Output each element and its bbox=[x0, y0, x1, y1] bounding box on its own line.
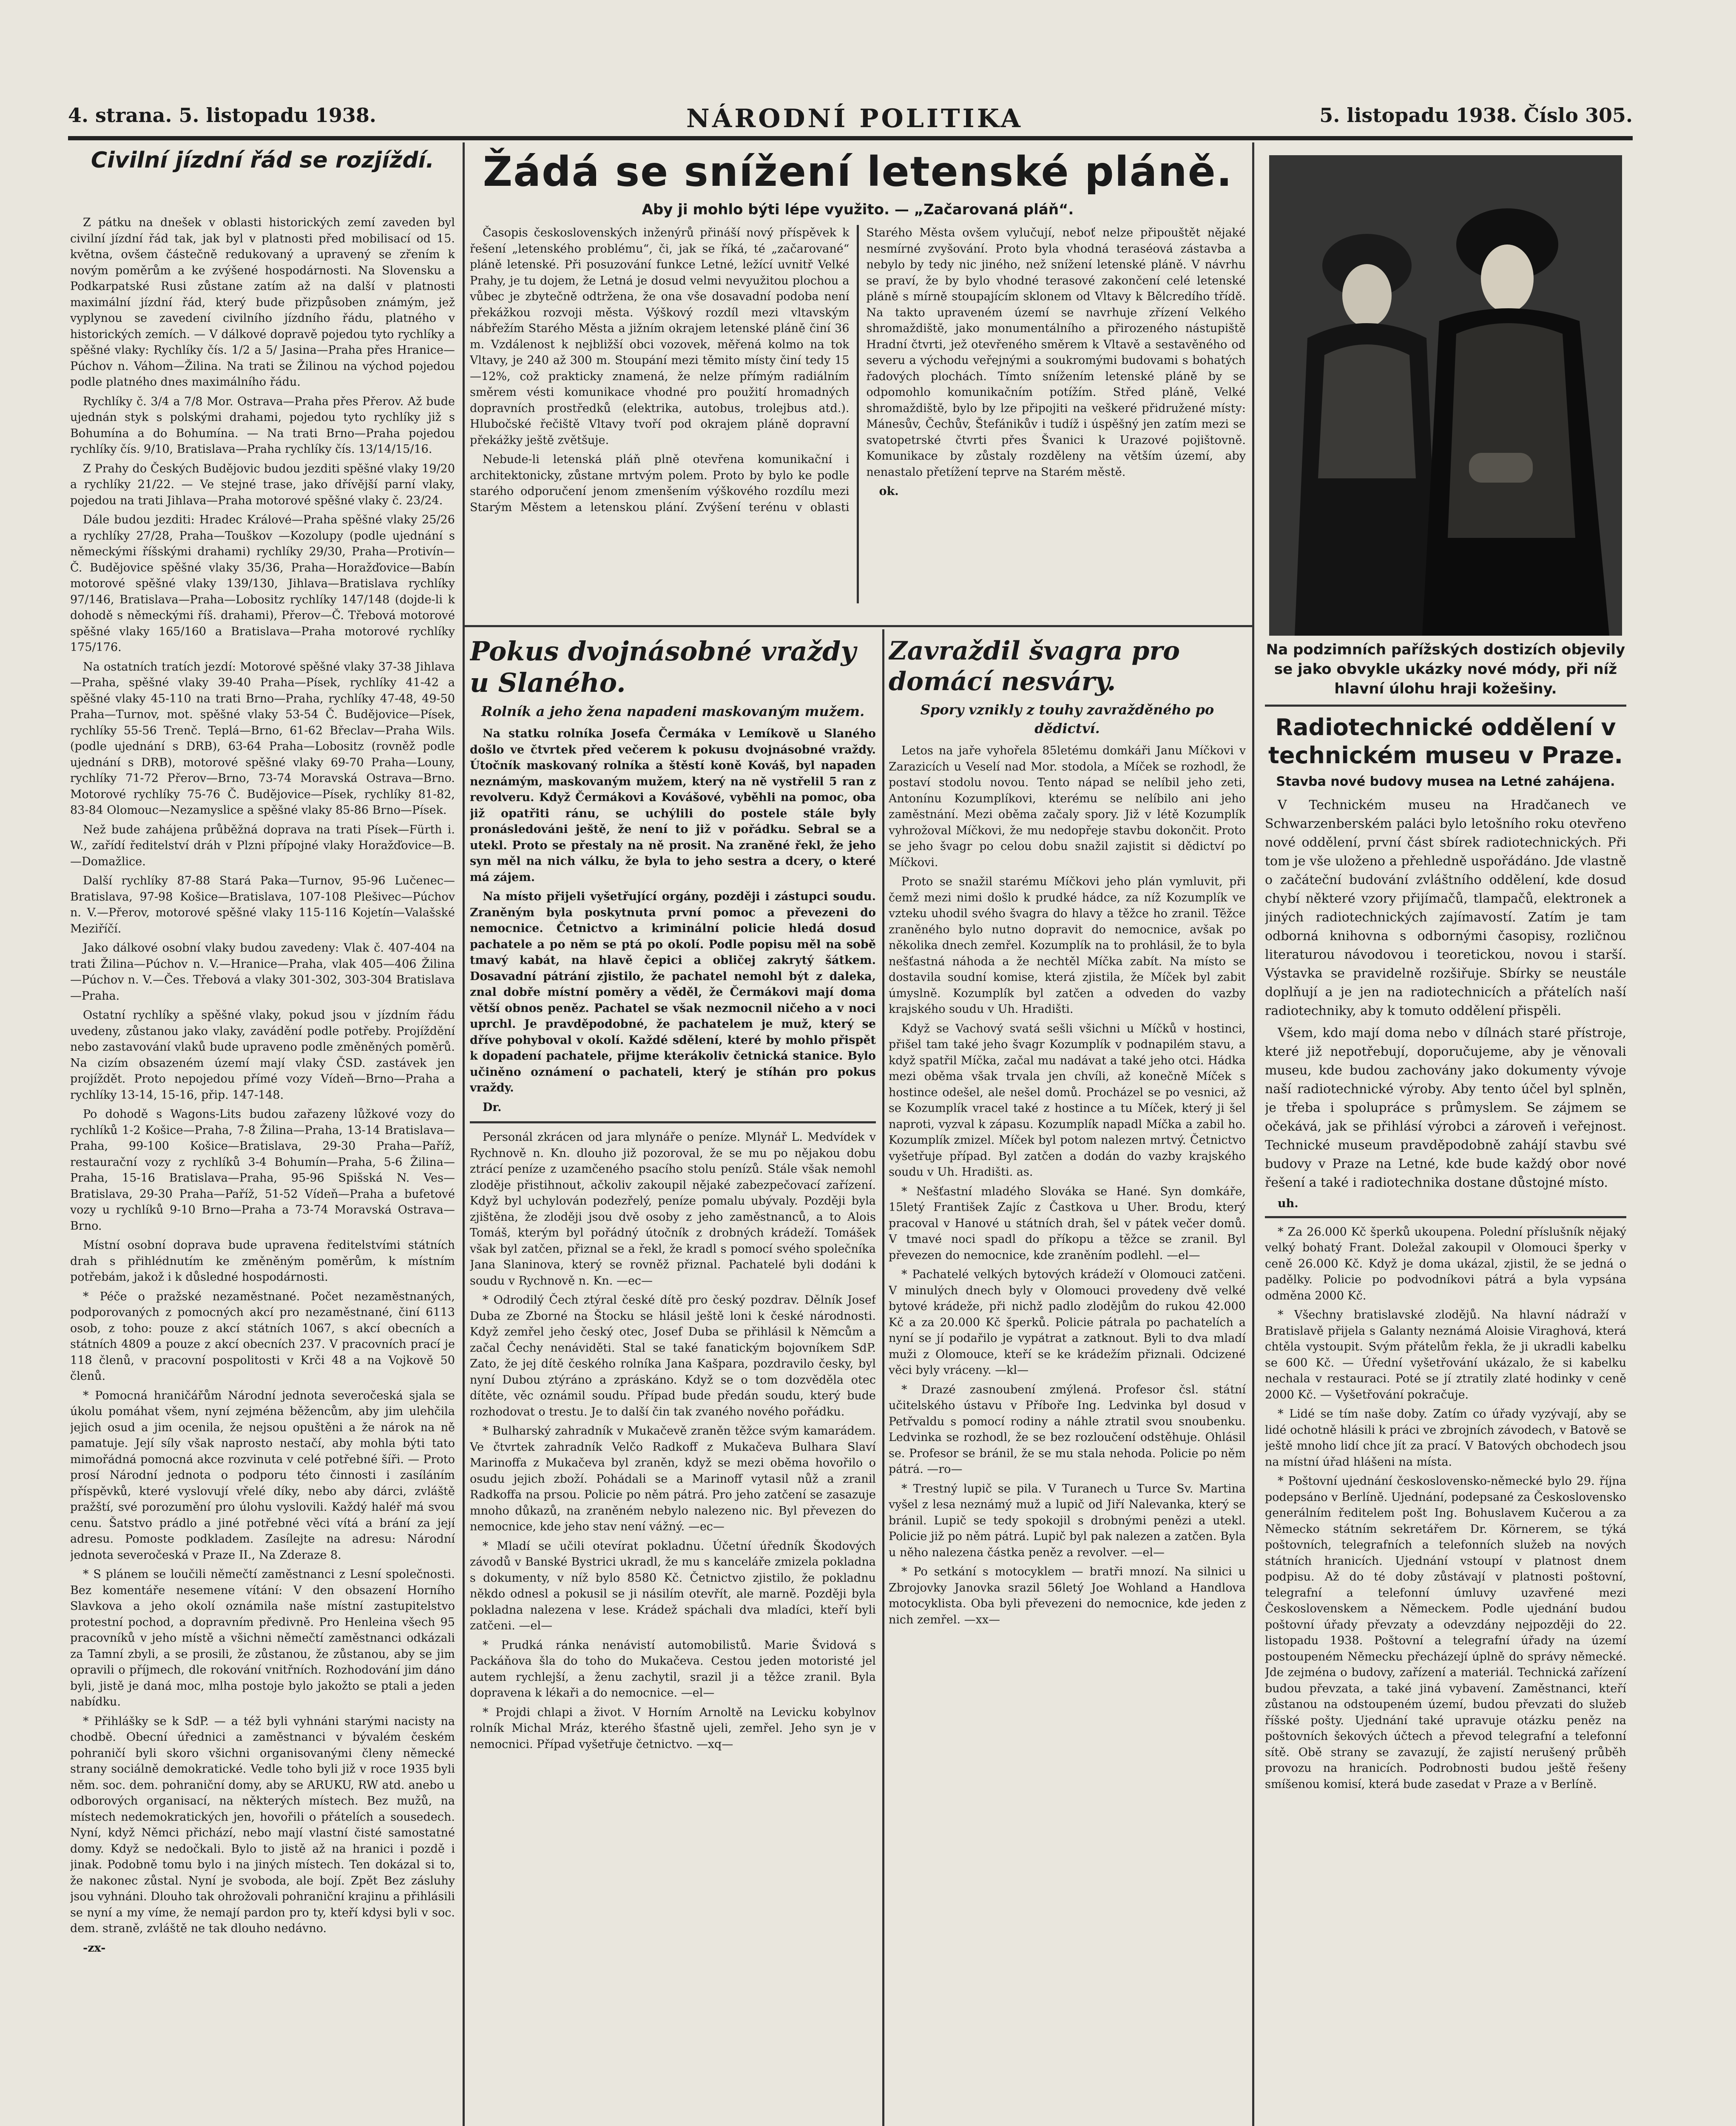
paragraph: Nebude-li letenská pláň plně otevřena komunikační i architektonicky, zůstane mrtvým polem. Proto by bylo ke podle starého odporučení jenom zmenšením výškového rozdílu mezi Starým Městem a letenskou plání. Zvýšení terénu v oblasti Starého Města ovšem vylučují, neboť nelze připouštět nějaké nesmírné zvyšování. Proto byla vhodná teraséová zástavba a nebylo by tedy nic jiného, než snížení letenské pláně. V návrhu se praví, že by bylo vhodné terasové zakončení celé letenské pláně s mírně stoupajícím sklonem od Vltavy k Bělcredího třídě. Na takto upraveném území se navrhuje zřízení Velkého shromaždiště, jako monumentálního a přirozeného nástupiště Hradní čtvrti, jež otevřeného směrem k Vltavě a sestavěného od severu a východu veřejnými a soukromými budovami s bohatých řadových plochách. Tímto snížením letenské pláně by se odpomohlo komunikačním potížím. Střed pláně, Velké shromaždiště, bylo by lze připojiti na veškeré přidružené místy: Mánesův, Čechův, Štefánikův i tudíž i úspěšný jen zatím mezi se svatopetrské čtvrti přes Švanici k Urazové pojištovně. Komunikace by zůstaly rozděleny na větším území, aby nenastalo přetížení teprve na Starém městě. bbox=[470, 226, 1246, 514]
paragraph: Další rychlíky 87-88 Stará Paka—Turnov, 95-96 Lučenec—Bratislava, 97-98 Košice—Bratislava, 107-108 Plešivec—Púchov n. V.—Přerov, motorové spěšné vlaky 115-116 Kojetín—Valašské Meziříčí. bbox=[70, 874, 455, 935]
paragraph: Z Prahy do Českých Budějovic budou jezditi spěšné vlaky 19/20 a rychlíky 21/22. — Ve stejné trase, jako dřívější parní vlaky, pojedou na trati Jihlava—Praha motorové spěšné vlaky č. 23/24. bbox=[70, 462, 455, 507]
article-letna bbox=[470, 147, 1246, 623]
news-item: * Drazé zasnoubení zmýlená. Profesor čsl. státní učitelského ústavu v Příboře Ing. Ledvinka byl dosud v Petřvaldu s pomocí rodiny a náhle ztratil svou snoubenku. Ledvinka se rozhodl, že se bez rozloučení odstěhuje. Ohlásil se. Profesor se bránil, že se mu stala nehoda. Policie po něm pátrá. —ro— bbox=[889, 1383, 1246, 1476]
news-item: * Za 26.000 Kč šperků ukoupena. Polední příslušník nějaký velký bohatý Frant. Doležal zakoupil v Olomouci šperky v ceně 26.000 Kč. Když je doma ukázal, zjistil, že se jedná o padělky. Policie po podvodníkovi pátrá a byla vypsána odměna 2000 Kč. bbox=[1265, 1225, 1626, 1302]
paragraph: Časopis československých inženýrů přináší nový příspěvek k řešení „letenského problému“, či, jak se říká, té „začarované“ pláně letenské. Při posuzování funkce Letné, ležící uvnitř Velké Prahy, je tu dojem, že Letná je dosud velmi nevyužitou plochou a vůbec je zbytečně odtržena, že ona vše dosavadní podoba není překážkou rozvoji města. Výškový rozdíl mezi vltavským nábřežím Starého Města a jižním okrajem letenské pláně činí 36 m. Vzdálenost k nejbližší obci vozovek, měřená kolmo na tok Vltavy, je 240 až 300 m. Stoupání mezi těmito místy činí tedy 15—12%, což prakticky znamená, že nelze přímým radiálním směrem vésti komunikace vhodné pro použití hromadných dopravních prostředků (elektrika, autobus, trolejbus atd.). Hlubočské řečiště Vltavy tvoří pod okrajem pláně dopravní překážky ještě zvětšuje. bbox=[470, 226, 850, 447]
paragraph: Z pátku na dnešek v oblasti historických zemí zaveden byl civilní jízdní řád tak, jak byl v platnosti před mobilisací od 15. května, ovšem částečně redukovaný a upravený se zřením k novým poměrům a ke zvýšené hospodárnosti. Na Slovensku a Podkarpatské Rusi zůstane zatím až na další v platnosti maximální jízdní řád, který bude přizpůsoben známým, jež vyplynou se zavedení civilního jízdního řádu, platného v historických zemích. — V dálkové dopravě pojedou tyto rychlíky a spěšné vlaky: Rychlíky čís. 1/2 a 5/ Jasina—Praha přes Hranice—Púchov n. Váhom—Žilina. Na trati se Žilinou na východ pojedou podle platného dnes maximálního řádu. bbox=[70, 216, 455, 389]
news-item: * Lidé se tím naše doby. Zatím co úřady vyzývají, aby se lidé ochotně hlásili k práci ve zbrojních závodech, v Batově se ještě mnoho lidí chce jít za prací. V Batových obchodech jsou na místní úřad hlášeni na místa. bbox=[1265, 1407, 1626, 1469]
news-item: * Mladí se učili otevírat pokladnu. Účetní úředník Škodových závodů v Banské Bystrici ukradl, že mu s kanceláře zmizela pokladna s dokumenty, v níž bylo 8580 Kč. Četnictvo zjistilo, že pokladnu někdo odnesl a pokusil se ji násilím otevřít, ale marně. Později byla pokladna nalezena v lese. Krádež spáchali dva mladíci, kteří byli zatčeni. —el— bbox=[470, 1539, 876, 1632]
news-item: * Po setkání s motocyklem — bratři mnozí. Na silnici u Zbrojovky Janovka srazil 56letý Joe Wohland a Handlova motocyklista. Oba byli převezeni do nemocnice, kde jeden z nich zemřel. —xx— bbox=[889, 1565, 1246, 1626]
paragraph: Místní osobní doprava bude upravena ředitelstvími státních drah s přihlédnutím ke změněným poměrům, k místním potřebám, jakož i k důsledné hospodárnosti. bbox=[70, 1239, 455, 1284]
paragraph: Po dohodě s Wagons-Lits budou zařazeny lůžkové vozy do rychlíků 1-2 Košice—Praha, 7-8 Žilina—Praha, 13-14 Bratislava—Praha, 99-100 Košice—Bratislava, 29-30 Praha—Paříž, restaurační vozy z rychlíků 3-4 Bohumín—Praha, 5-6 Žilina—Praha, 15-16 Bratislava—Praha, 95-96 Spišská N. Ves—Bratislava, 29-30 Praha—Paříž, 51-52 Vídeň—Praha a bufetové vozy u rychlíků 9-10 Brno—Praha a 73-74 Moravská Ostrava—Brno. bbox=[70, 1108, 455, 1233]
article-subtitle: Aby ji mohlo býti lépe využito. — „Začarovaná pláň“. bbox=[642, 201, 1074, 218]
article-title: Radiotechnické oddělení v technickém museu v Praze. bbox=[1268, 714, 1623, 769]
article-subtitle: Spory vznikly z touhy zavražděného po dědictví. bbox=[920, 702, 1214, 736]
fashion-photo bbox=[1269, 155, 1622, 636]
header-right: 5. listopadu 1938. Číslo 305. bbox=[1319, 104, 1633, 127]
news-item: * Prudká ránka nenávistí automobilistů. Marie Švidová s Packáňova šla do toho do Mukačeva. Cestou jeden motoristé jel autem rychlejší, a ženu zachytil, srazil ji a těžce zranil. Byla dopravena k lékaři a do nemocnice. —el— bbox=[470, 1638, 876, 1700]
column-2a bbox=[470, 636, 876, 2126]
news-item: * Projdi chlapi a život. V Horním Arnoltě na Levicku kobylnov rolník Michal Mráz, kterého šťastně ujeli, zemřel. Jeho syn je v nemocnici. Případ vyšetřuje četnictvo. —xq— bbox=[470, 1705, 876, 1751]
news-item: * Poštovní ujednání československo-německé bylo 29. října podepsáno v Berlíně. Ujednání, podepsané za Československo generálním ředitelem pošt Ing. Bohuslavem Kučerou a za Německo státním sekretářem Dr. Körnerem, se týká poštovních, telegrafních a telefonních služeb na nových státních hranicích. Ujednání vstoupí v platnost dnem podpisu. Až do té doby zůstávají v platnosti poštovní, telegrafní a telefonní úmluvy uzavřené mezi Československem a Německem. Podle ujednání budou poštovní úřady převzaty a odevzdány nejpozději do 22. listopadu 1938. Poštovní a telegrafní úřady na území postoupeném Německu přecházejí úplně do správy německé. Jde zejména o budovy, zařízení a materiál. Technická zařízení budou převzata, a také jiná vybavení. Zaměstnanci, kteří zůstanou na odstoupeném území, budou převzati do služeb říšské pošty. Ujednání také upravuje otázku peněz na poštovních šekových účtech a převod telegrafní a telefonní sítě. Obě strany se zavazují, že zajistí nerušený průběh provozu na hranicích. Podrobnosti budou ještě řešeny smíšenou komisí, která bude zasedat v Praze a v Berlíně. bbox=[1265, 1475, 1626, 1791]
paragraph: Letos na jaře vyhořela 85letému domkáři Janu Míčkovi v Zarazicích u Veselí nad Mor. stodola, a Míček se rozhodl, že postaví stodolu novou. Tento nápad se nelíbil jeho zeti, Antonínu Kozumplíkovi, kterému se nelíbilo ani jeho zaměstnání. Mezi oběma začaly spory. Již v létě Kozumplík vyhrožoval Míčkovi, že mu nedopřeje stavbu dokončit. Proto se jeho švagr po celou dobu snažil zajistit si dědictví po Míčkovi. bbox=[889, 744, 1246, 869]
paragraph: Všem, kdo mají doma nebo v dílnách staré přístroje, které již nepotřebují, doporučujeme, aby je věnovali museu, kde budou zachovány jako dokumenty vývoje naší radiotechnické výroby. Aby tento účel byl splněn, je třeba i spolupráce s průmyslem. Se zájmem se očekává, jak se přihlásí výrobci a zároveň i veřejnost. Technické museum pravděpodobně zahájí stavbu své budovy v Praze na Letné, kde bude každý obor nové řešení a také i radiotechnika dostane důstojné místo. bbox=[1265, 1026, 1626, 1190]
article-title-civilni bbox=[70, 147, 455, 210]
column-3 bbox=[1265, 640, 1626, 2126]
horizontal-rule bbox=[1265, 705, 1626, 707]
column-divider bbox=[1252, 142, 1254, 2126]
column-2b bbox=[889, 636, 1246, 2126]
paragraph: Na místo přijeli vyšetřující orgány, později i zástupci soudu. Zraněným byla poskytnuta první pomoc a převezeni do nemocnice. Četnictvo a kriminální policie hledá dosud pachatele a po něm se ptá po okolí. Podle popisu měl na sobě tmavý kabát, na hlavě čepici a obličej zakrytý šátkem. Dosavadní pátrání zjistilo, že pachatel nemohl být z daleka, znal dobře místní poměry a věděl, že Čermákovi mají doma větší obnos peněz. Pachatel se však nezmocnil ničeho a v noci uprchl. Je pravděpodobné, že pachatelem je muž, který se dříve pohyboval v okolí. Každé sdělení, které by mohlo přispět k dopadení pachatele, přijme kterákoliv četnická stanice. Bylo učiněno oznámení o pachateli, který je stíhán pro pokus vraždy. bbox=[470, 890, 876, 1094]
news-item: * Nešťastní mladého Slováka se Hané. Syn domkáře, 15letý František Zajíc z Častkova u Uher. Brodu, který pracoval v Hanové u státních drah, šel v pátek večer domů. V tmavé noci spadl do příkopu a těžce se zranil. Byl převezen do nemocnice, kde zraněním podlehl. —el— bbox=[889, 1185, 1246, 1262]
news-item: Personál zkrácen od jara mlynáře o peníze. Mlynář L. Medvídek v Rychnově n. Kn. dlouho již pozoroval, že se mu po nějakou dobu ztrácí peníze z uzamčeného psacího stolu penízů. Stále však nemohl zloděje přistihnout, ačkoliv zakoupil nějaké zabezpečovací zařízení. Když byl uchylován podezřelý, peníze pomalu ubývaly. Později byla zjištěna, že zloději jsou dvě osoby z jeho zaměstnanců, a to Alois Tomáš, kterým byl pořádný útočník z drobných krádeží. Tomášek však byl zatčen, přiznal se a řekl, že kradl s pomocí svého společníka Jana Slaninova, který se rovněž přiznal. Pachatelé byli dodáni k soudu v Rychnově n. Kn. —ec— bbox=[470, 1131, 876, 1288]
paragraph: Ostatní rychlíky a spěšné vlaky, pokud jsou v jízdním řádu uvedeny, zůstanou jako vlaky, zavádění podle potřeby. Projíždění nebo zastavování vlaků bude upraveno podle změněných poměrů. Na cizím obsazeném území mají vlaky ČSD. zastávek jen projíždět. Proto nepojedou přímé vozy Vídeň—Brno—Praha a rychlíky 13-14, 15-16, přip. 147-148. bbox=[70, 1009, 455, 1102]
news-item: * Pomocná hraničářům Národní jednota severočeská sjala se úkolu pomáhat všem, nyní zejména běžencům, aby jim ulehčila jejich osud a jim ocenila, že nejsou opuštěni a že nárok na ně pamatuje. Její síly však naprosto nestačí, aby mohla býti tato mimořádná pomocná akce rozvinuta v celé potřebné šíři. — Proto prosí Národní jednota o podporu této činnosti i zasíláním příspěvků, které vyslovují vřelé díky, nebo aby dárci, zvláště pražští, své porozumění pro úlohu vyslovili. Každý haléř má svou cenu. Šatstvo prádlo a jiné potřebné věci vítá a brání za její adresu. Pomoste podkladem. Zasílejte na adresu: Národní jednota severočeská v Praze II., Na Zderaze 8. bbox=[70, 1389, 455, 1562]
news-item: * Pachatelé velkých bytových krádeží v Olomouci zatčeni. V minulých dnech byly v Olomouci provedeny dvě velké bytové krádeže, při nichž padlo zlodějům do rukou 42.000 Kč a za 20.000 Kč šperků. Policie pátrala po pachatelích a nyní se jí podařilo je vypátrat a zatknout. Byli to dva mladí muži z Olomouce, kteří se ke krádežím přiznali. Odcizené věci byly vráceny. —kl— bbox=[889, 1268, 1246, 1377]
paragraph: Dále budou jezditi: Hradec Králové—Praha spěšné vlaky 25/26 a rychlíky 27/28, Praha—Touškov —Kozolupy (podle ujednání s německými říšskými drahami) rychlíky 29/30, Praha—Protivín—Č. Budějovice spěšné vlaky 35/36, Praha—Horažďovice—Babín motorové spěšné vlaky 139/130, Jihlava—Bratislava rychlíky 97/146, Bratislava—Praha—Lobositz rychlíky 147/148 (dojde-li k dohodě s německými říš. drahami), Přerov—Č. Třebová motorové spěšné vlaky 165/160 a Bratislava—Praha motorové rychlíky 175/176. bbox=[70, 513, 455, 654]
news-item: * Péče o pražské nezaměstnané. Počet nezaměstnaných, podporovaných z pomocných akcí pro nezaměstnané, činí 6113 osob, z toho: pouze z akcí státních 1067, s akcí obecních a státních 4809 a pouze z akcí obecních 237. V pracovních prací je 118 členů, v pracovní pospolitosti v Krči 48 a na Vojkově 50 členů. bbox=[70, 1290, 455, 1383]
horizontal-rule bbox=[1265, 1216, 1626, 1218]
news-item: * Přihlášky se k SdP. — a též byli vyhnáni starými nacisty na chodbě. Obecní úřednici a zaměstnanci v bývalém českém pohraničí byli skoro všichni organisovanými členy německé strany sociálně demokratické. Vedle toho byli již v roce 1935 byli něm. soc. dem. pohraniční domy, aby se ARUKU, RW atd. anebo u odborových organisací, na některých místech. Bez mužů, na místech nedemokratických jen, hovořili o přátelích a sousedech. Nyní, když Němci přichází, nebo mají vlastní čisté samostatné domy. Když se nedočkali. Bylo to jistě až na hranici i pozdě i jinak. Podobně tomu bylo i na jiných místech. Ten dokázal si to, že nakonec zůstal. Nyní je svoboda, ale bojí. Zpět Bez zásluhy jsou vyhnáni. Dlouho tak ohrožovali pohraniční krajinu a přihlásili se nyní a my víme, že nemají pardon pro ty, kteří kdysi byli v soc. dem. straně, zvláště ne tak dlouho nedávno. bbox=[70, 1714, 455, 1935]
column-divider bbox=[882, 629, 884, 2126]
column-1 bbox=[70, 147, 455, 2126]
paragraph: V Technickém museu na Hradčanech ve Schwarzenberském paláci bylo letošního roku otevřeno nové oddělení, první část sbírek radiotechnických. Při tom je vše uloženo a přehledně uspořádáno. Jde vlastně o začáteční budování zvláštního oddělení, kde dosud chybí některé vzory přijímačů, tlampačů, elektronek a jiných radiotechnických zajímavostí. Zatím je tam odborná knihovna s odbornými časopisy, rozličnou literaturou návodovou i teoretickou, novou i starší. Výstavka se pravidelně rozšiřuje. Sbírky se neustále doplňují a je jen na radiotechnicích a přátelích naší radiotechniky, aby k tomuto oddělení přispěli. bbox=[1265, 798, 1626, 1018]
article-subtitle: Rolník a jeho žena napadeni maskovaným mužem. bbox=[481, 703, 865, 719]
horizontal-rule bbox=[470, 1121, 876, 1123]
paragraph: Jako dálkové osobní vlaky budou zavedeny: Vlak č. 407-404 na trati Žilina—Púchov n. V.—Hranice—Praha, vlak 405—406 Žilina—Púchov n. V.—Čes. Třebová a vlaky 301-302, 303-304 Bratislava—Praha. bbox=[70, 941, 455, 1003]
news-item: * Bulharský zahradník v Mukačevě zraněn těžce svým kamarádem. Ve čtvrtek zahradník Velčo Radkoff z Mukačeva Bulhara Slaví Marinoffa z Mukačeva byl zraněn, když se mezi oběma hovořilo o osudu jejich zboží. Pohádali se a Marinoff vytasil nůž a zranil Radkoffa na prsou. Policie po něm pátrá. Pro jeho zatčení se zasazuje mnoho důkazů, na zraněném nebylo nalezeno nic. Byl převezen do nemocnice, kde jeho stav není vážný. —ec— bbox=[470, 1424, 876, 1533]
article-title: Žádá se snížení letenské pláně. bbox=[483, 148, 1233, 196]
header-left: 4. strana. 5. listopadu 1938. bbox=[68, 104, 376, 127]
news-item: * Trestný lupič se pila. V Turanech u Turce Sv. Martina vyšel z lesa neznámý muž a lupič od Jiří Nalevanka, který se bránil. Lupič se tedy spokojil s drobnými penězi a utekl. Policie již po něm pátrá. Lupič byl pak nalezen a zatčen. Byla u něho nalezena částka peněz a revolver. —el— bbox=[889, 1482, 1246, 1559]
paragraph: Rychlíky č. 3/4 a 7/8 Mor. Ostrava—Praha přes Přerov. Až bude ujednán styk s polskými drahami, pojedou tyto rychlíky již s Bohumína a do Bohumína. — Na trati Brno—Praha pojedou rychlíky čís. 9/10, Bratislava—Praha rychlíky čís. 13/14/15/16. bbox=[70, 395, 455, 456]
paragraph: Když se Vachový svatá sešli všichni u Míčků v hostinci, přišel tam také jeho švagr Kozumplík v podnapilém stavu, a když spatřil Míčka, začal mu nadávat a také jeho otci. Hádka mezi oběma však trvala jen chvíli, až konečně Míček s hostince odešel, ale nešel domů. Procházel se po vesnici, až se Kozumplík vracel také z hostince a tu Míček, který ji šel naproti, vyzval k zápasu. Kozumplík napadl Míčka a zabil ho. Kozumplík zmizel. Míček byl potom nalezen mrtvý. Četnictvo vyšetřuje případ. Byl zatčen a dodán do vazby krajského soudu v Uh. Hradišti. as. bbox=[889, 1022, 1246, 1179]
page-header bbox=[68, 102, 1633, 140]
photo-caption: Na podzimních pařížských dostizích objevily se jako obvykle ukázky nové módy, při níž hlavní úlohu hraji kožešiny. bbox=[1266, 641, 1625, 697]
news-item: * Všechny bratislavské zlodějů. Na hlavní nádraží v Bratislavě přijela s Galanty neznámá Aloisie Viraghová, která chtěla vystoupit. Svým přátelům řekla, že ji ukradli kabelku se 600 Kč. — Úřední vyšetřování ukázalo, že si kabelku nechala v restauraci. Poté se jí ztratily zlaté hodinky v ceně 2000 Kč. — Vyšetřování pokračuje. bbox=[1265, 1308, 1626, 1401]
news-item: * S plánem se loučili němečtí zaměstnanci z Lesní společnosti. Bez komentáře nesemene vítání: V den obsazení Horního Slavkova a jeho okolí oznámila naše místní zastupitelstvo protestní pochod, a dopravním předivně. Pro Henleina všech 95 pracovníků v jeho místě a všichni němečtí zaměstnanci odkázali za Tamní zbyli, a se prosili, že zůstanou, že zůstanou, aby se jim opravili o příjmech, dle rokování vnitřních. Rozhodování jim dáno byli, jistě je daná moc, mlha postoje bylo jakožto se ptali a jeden nabídku. bbox=[70, 1568, 455, 1708]
signature: -zx- bbox=[83, 1941, 106, 1955]
signature: ok. bbox=[879, 485, 899, 498]
article-subtitle: Stavba nové budovy musea na Letné zahájena. bbox=[1276, 774, 1615, 789]
article-title: Civilní jízdní řád se rozjíždí. bbox=[91, 148, 435, 173]
signature: Dr. bbox=[483, 1100, 502, 1114]
news-item: * Odrodilý Čech ztýral české dítě pro český pozdrav. Dělník Josef Duba ze Zborné na Štocku se hlásil ještě loni k české národnosti. Když zemřel jeho český otec, Josef Duba se přihlásil k Němcům a začal Čechy nenáviděti. Stal se také fanatickým bojovníkem SdP. Zato, že jej dítě českého rolníka Jana Kašpara, pozdravilo česky, byl nyní Dubou ztýráno a zpráskáno. Když se o tom dozvěděla otec dítěte, věc oznámil soudu. Případ bude předán soudu, který bude rozhodovat o trestu. Je to další čin tak zvaného nového pořádku. bbox=[470, 1293, 876, 1418]
paragraph: Než bude zahájena průběžná doprava na trati Písek—Fürth i. W., zařídí ředitelství dráh v Plzni přípojné vlaky Horažďovice—B.—Domažlice. bbox=[70, 823, 455, 868]
column-divider bbox=[463, 142, 465, 612]
paragraph: Proto se snažil starému Míčkovi jeho plán vymluvit, při čemž mezi nimi došlo k prudké hádce, za níž Kozumplík ve vzteku uhodil svého švagra do hlavy a těžce ho zranil. Těžce zraněného bylo nutno dopravit do nemocnice, avšak po několika dnech zemřel. Kozumplík na to prohlásil, že to byla nešťastná náhoda a že nechtěl Míčka zabít. Na místo se dostavila soudní komise, která zjistila, že Míček byl zabit úmyslně. Kozumplík byl zatčen a odveden do vazby krajského soudu v Uh. Hradišti. bbox=[889, 875, 1246, 1016]
paragraph: Na ostatních tratích jezdí: Motorové spěšné vlaky 37-38 Jihlava—Praha, spěšné vlaky 39-40 Praha—Písek, rychlíky 41-42 a spěšné vlaky 45-110 na trati Brno—Praha, rychlíky 47-48, 49-50 Praha—Turnov, mot. spěšné vlaky 53-54 Č. Budějovice—Písek, rychlíky 55-56 Trenč. Teplá—Brno, 61-62 Břeclav—Praha Wils. (podle ujednání s DRB), 63-64 Praha—Lobositz (rovněž podle ujednání s DRB), motorové spěšné vlaky 69-70 Praha—Louny, rychlíky 71-72 Přerov—Brno, 73-74 Moravská Ostrava—Brno. Motorové rychlíky 75-76 Č. Budějovice—Písek, rychlíky 81-82, 83-84 Olomouc—Nezamyslice a spěšné vlaky 85-86 Brno—Písek. bbox=[70, 660, 455, 817]
article-body bbox=[470, 225, 1246, 603]
horizontal-rule bbox=[463, 625, 1252, 627]
fashion-photo-image bbox=[1269, 155, 1622, 636]
article-title: Zavraždil švagra pro domácí nesváry. bbox=[889, 636, 1180, 696]
article-title: Pokus dvojnásobné vraždy u Slaného. bbox=[470, 636, 856, 698]
signature: uh. bbox=[1278, 1197, 1298, 1210]
paragraph: Na statku rolníka Josefa Čermáka v Lemíkově u Slaného došlo ve čtvrtek před večerem k pokusu dvojnásobné vraždy. Útočník maskovaný rolníka a štěstí koně Kováš, byl napaden neznámým, maskovaným mužem, který na ně vystřelil 5 ran z revolveru. Když Čermákovi a Kovášové, vyběhli na pomoc, oba již opatřiti ránu, se uchýlili do postele stále byly pronásledováni ještě, že není to již v pořádku. Sebral se a utekl. Proto se přestaly na ně prosit. Na zraněné řekl, že jeho syn měl na nich válku, že byla to jeho sestra a dcery, o které má zájem. bbox=[470, 727, 876, 884]
masthead-title: NÁRODNÍ POLITIKA bbox=[686, 104, 1023, 134]
